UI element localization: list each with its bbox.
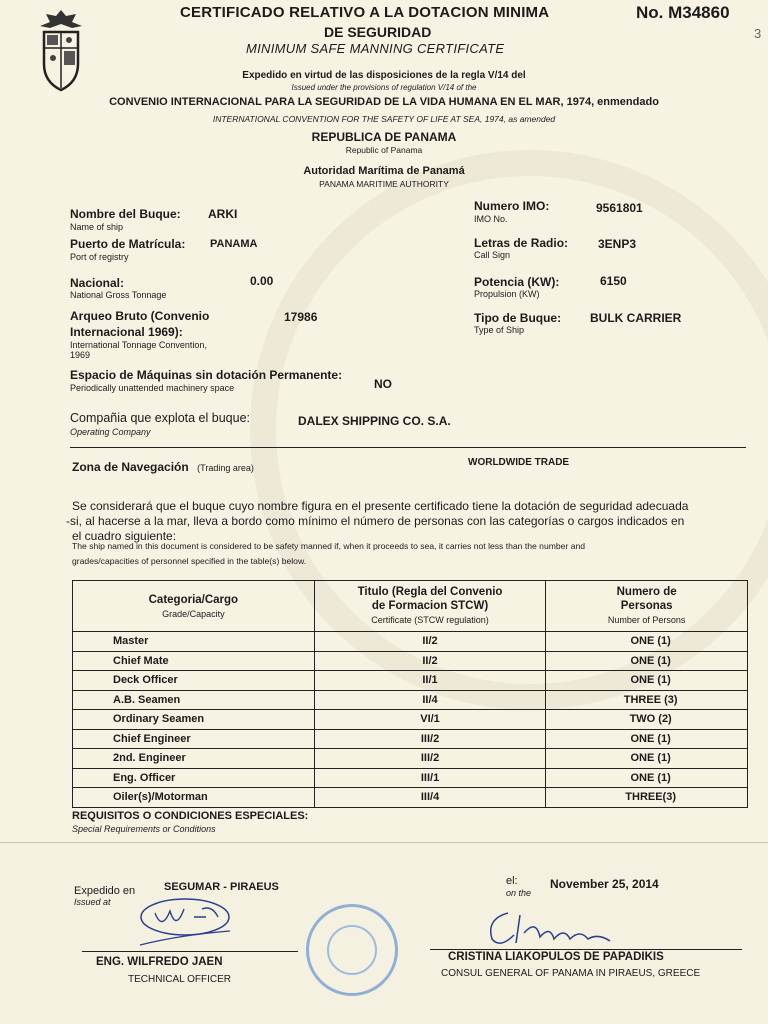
convention-es: CONVENIO INTERNACIONAL PARA LA SEGURIDAD DE LA VIDA HUMANA EN EL MAR, 1974, enmendado [109, 96, 659, 108]
special-requirements-label: REQUISITOS O CONDICIONES ESPECIALES: [72, 810, 309, 822]
port-value: PANAMA [210, 238, 258, 250]
table-row [73, 671, 748, 691]
gross-tonnage-sub-line2: 1969 [70, 350, 91, 360]
republic-es: REPUBLICA DE PANAMA [311, 130, 457, 144]
ship-type-label: Tipo de Buque: [474, 311, 562, 325]
gross-tonnage-sub: International Tonnage Convention, [70, 340, 207, 350]
col-grade-sub: Grade/Capacity [162, 609, 225, 619]
persons-cell: THREE (3) [546, 690, 748, 710]
date-label: el: [506, 875, 518, 887]
machinery-value: NO [374, 377, 392, 391]
machinery-label: Espacio de Máquinas sin dotación Permanente: [70, 368, 343, 382]
gross-tonnage-label: Arqueo Bruto (Convenio [70, 309, 210, 323]
cert-cell: III/1 [314, 768, 546, 788]
statement-es-line1: Se considerará que el buque cuyo nombre figura en el presente certificado tiene la dotación de seguridad adecuada [72, 499, 689, 513]
issued-at-label: Expedido en [74, 885, 136, 897]
date-value: November 25, 2014 [550, 877, 659, 891]
col-persons-title-line2: Personas [620, 600, 673, 612]
table-header-row [73, 581, 748, 632]
persons-cell: ONE (1) [546, 671, 748, 691]
power-sub: Propulsion (KW) [474, 289, 540, 299]
ship-name-value: ARKI [208, 207, 238, 221]
signer1-name: ENG. WILFREDO JAEN [96, 956, 223, 968]
table-row [73, 710, 748, 730]
statement-es-line2: -si, al hacerse a la mar, lleva a bordo como mínimo el número de personas con las categorías o cargos indicados en [66, 514, 685, 528]
col-persons-sub: Number of Persons [607, 615, 686, 625]
imo-value: 9561801 [596, 201, 643, 215]
call-sign-sub: Call Sign [474, 250, 511, 260]
persons-cell: ONE (1) [546, 768, 748, 788]
signer2-name: CRISTINA LIAKOPULOS DE PAPADIKIS [448, 951, 664, 963]
table-row [73, 690, 748, 710]
date-sub: on the [506, 888, 532, 898]
grade-cell: Deck Officer [73, 671, 315, 691]
col-cert-header [314, 581, 546, 632]
certificate-title-en: MINIMUM SAFE MANNING CERTIFICATE [246, 41, 505, 56]
signature-line-left [82, 951, 298, 952]
grade-cell: Eng. Officer [73, 768, 315, 788]
imo-sub: IMO No. [474, 214, 508, 224]
trading-area-value: WORLDWIDE TRADE [468, 457, 570, 468]
port-sub: Port of registry [70, 252, 129, 262]
persons-cell: ONE (1) [546, 749, 748, 769]
col-grade-title: Categoria/Cargo [148, 594, 239, 606]
certificate-title-es-line2: DE SEGURIDAD [324, 24, 432, 40]
table-row [73, 788, 748, 808]
cert-cell: II/4 [314, 690, 546, 710]
ship-type-sub: Type of Ship [474, 325, 525, 335]
national-tonnage-value: 0.00 [250, 274, 274, 288]
signature-line-right [430, 949, 742, 950]
consul-signature-icon [480, 905, 630, 955]
call-sign-value: 3ENP3 [598, 237, 637, 251]
call-sign-label: Letras de Radio: [474, 236, 569, 250]
signer1-title: TECHNICAL OFFICER [128, 974, 231, 985]
persons-cell: ONE (1) [546, 729, 748, 749]
persons-cell: ONE (1) [546, 632, 748, 652]
convention-en: INTERNATIONAL CONVENTION FOR THE SAFETY OF LIFE AT SEA, 1974, as amended [212, 114, 556, 124]
authority-es: Autoridad Marítima de Panamá [303, 165, 465, 177]
certificate-number: No. M34860 [636, 3, 730, 22]
cert-cell: III/2 [314, 749, 546, 769]
table-row [73, 632, 748, 652]
machinery-sub: Periodically unattended machinery space [70, 383, 235, 393]
cert-cell: III/2 [314, 729, 546, 749]
certificate-title-es: CERTIFICADO RELATIVO A LA DOTACION MINIMA [180, 4, 550, 21]
trading-area-label: Zona de Navegación [72, 460, 189, 474]
cert-cell: III/4 [314, 788, 546, 808]
cert-cell: II/2 [314, 651, 546, 671]
margin-mark: 3 [754, 26, 762, 41]
national-tonnage-sub: National Gross Tonnage [70, 290, 167, 300]
grade-cell: Chief Engineer [73, 729, 315, 749]
issued-under-en: Issued under the provisions of regulation V/14 of the [291, 83, 477, 92]
grade-cell: Chief Mate [73, 651, 315, 671]
issued-at-sub: Issued at [74, 897, 111, 907]
company-value: DALEX SHIPPING CO. S.A. [298, 414, 451, 428]
persons-cell: ONE (1) [546, 651, 748, 671]
divider [70, 447, 746, 448]
republic-en: Republic of Panama [345, 145, 423, 155]
grade-cell: 2nd. Engineer [73, 749, 315, 769]
statement-en-line2: grades/capacities of personnel specified in the table(s) below. [72, 556, 307, 566]
gross-tonnage-value: 17986 [284, 310, 318, 324]
cert-cell: II/1 [314, 671, 546, 691]
table-row [73, 749, 748, 769]
statement-es-line3: el cuadro siguiente: [72, 529, 177, 543]
signer2-title: CONSUL GENERAL OF PANAMA IN PIRAEUS, GREECE [441, 968, 701, 979]
ship-type-value: BULK CARRIER [590, 311, 682, 325]
trading-area-sub: (Trading area) [197, 463, 254, 473]
table-row [73, 768, 748, 788]
table-row [73, 651, 748, 671]
national-tonnage-label: Nacional: [70, 276, 125, 290]
cert-cell: II/2 [314, 632, 546, 652]
panama-coat-of-arms-icon [36, 8, 86, 94]
cert-cell: VI/1 [314, 710, 546, 730]
trading-area [72, 458, 254, 476]
power-value: 6150 [600, 274, 627, 288]
statement-en-line1: The ship named in this document is considered to be safety manned if, when it proceeds to sea, it carries not less than the number and [72, 541, 586, 551]
grade-cell: Master [73, 632, 315, 652]
grade-cell: Ordinary Seamen [73, 710, 315, 730]
gross-tonnage-label-line2: Internacional 1969): [70, 325, 183, 339]
port-label: Puerto de Matrícula: [70, 237, 186, 251]
grade-cell: Oiler(s)/Motorman [73, 788, 315, 808]
manning-table [72, 580, 748, 808]
col-persons-header [546, 581, 748, 632]
imo-label: Numero IMO: [474, 199, 550, 213]
consulate-seal-icon [306, 904, 398, 996]
ship-name-sub: Name of ship [70, 222, 124, 232]
persons-cell: THREE(3) [546, 788, 748, 808]
table-row [73, 729, 748, 749]
technical-officer-signature-icon [120, 895, 250, 955]
grade-cell: A.B. Seamen [73, 690, 315, 710]
col-cert-title-line2: de Formacion STCW) [371, 600, 489, 612]
issued-under-es: Expedido en virtud de las disposiciones de la regla V/14 del [242, 70, 526, 81]
ship-name-label: Nombre del Buque: [70, 207, 181, 221]
authority-en: PANAMA MARITIME AUTHORITY [319, 179, 449, 189]
col-grade-header [73, 581, 315, 632]
issued-at-value: SEGUMAR - PIRAEUS [164, 881, 279, 893]
col-persons-title: Numero de [616, 586, 677, 598]
col-cert-sub: Certificate (STCW regulation) [371, 615, 489, 625]
special-requirements-sub: Special Requirements or Conditions [72, 824, 216, 834]
power-label: Potencia (KW): [474, 275, 560, 289]
company-sub: Operating Company [70, 427, 151, 437]
col-cert-title: Titulo (Regla del Convenio [357, 586, 503, 598]
persons-cell: TWO (2) [546, 710, 748, 730]
company-label: Compañia que explota el buque: [70, 411, 250, 425]
